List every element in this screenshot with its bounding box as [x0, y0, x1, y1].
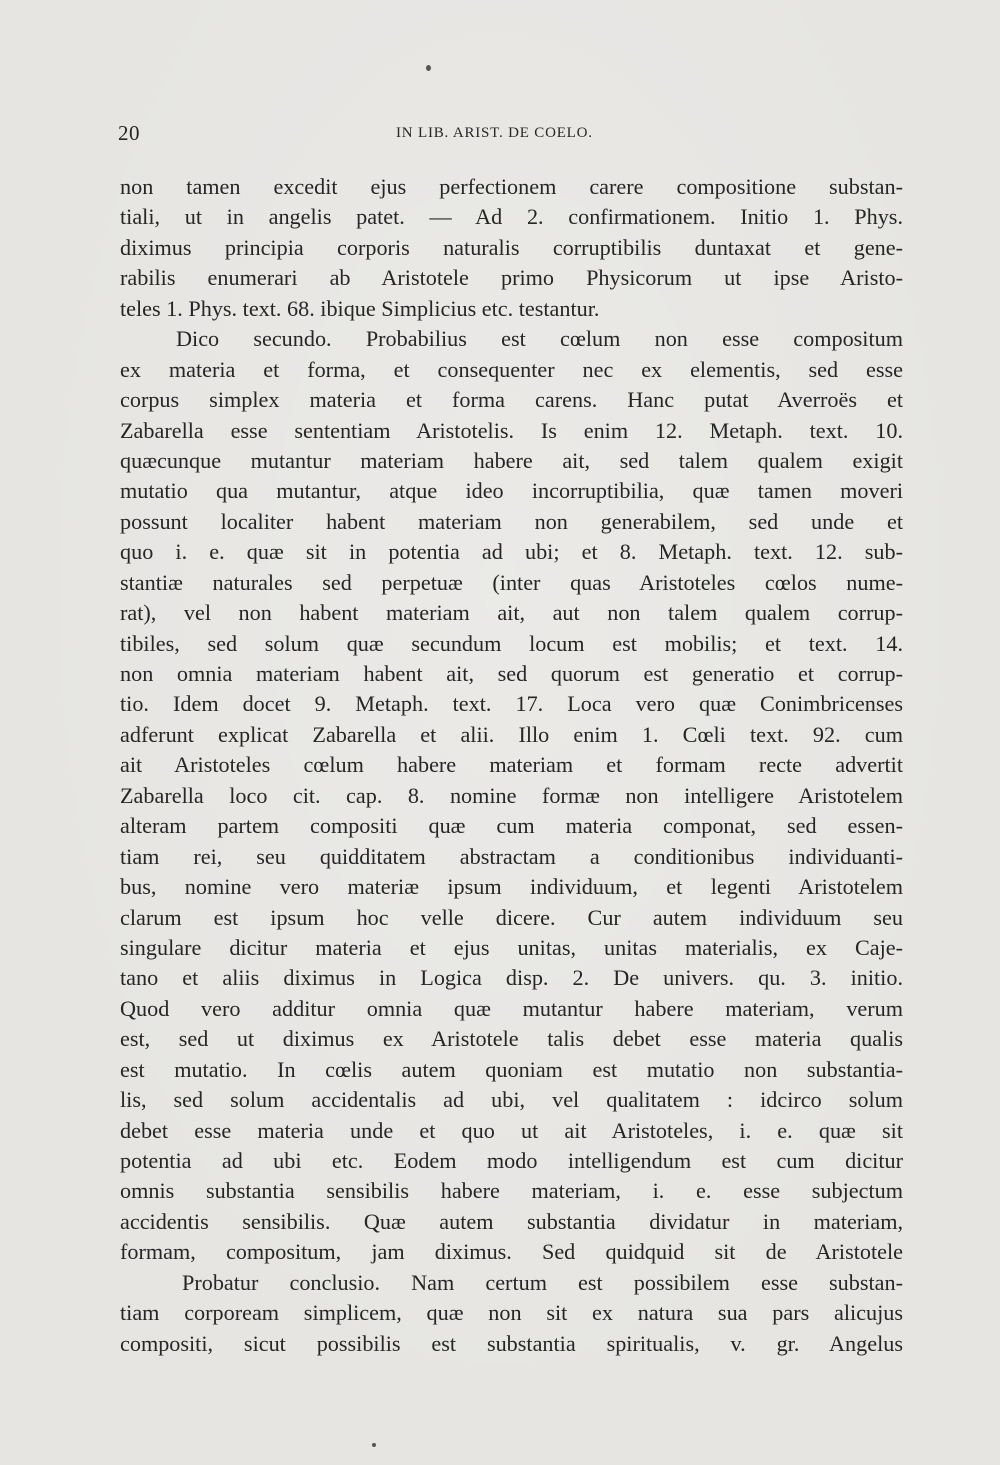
text-line: tiali, ut in angelis patet. — Ad 2. confirmationem. Initio 1. Phys.	[120, 204, 903, 230]
text-line: accidentis sensibilis. Quæ autem substantia dividatur in materiam,	[120, 1208, 903, 1234]
text-line: Zabarella loco cit. cap. 8. nomine formæ non intelligere Aristotelem	[120, 782, 903, 808]
text-line: stantiæ naturales sed perpetuæ (inter quas Aristoteles cœlos nume-	[120, 569, 903, 595]
text-line: quæcunque mutantur materiam habere ait, sed talem qualem exigit	[120, 447, 903, 473]
text-line: teles 1. Phys. text. 68. ibique Simplicius etc. testantur.	[120, 295, 600, 321]
running-title: IN LIB. ARIST. DE COELO.	[396, 125, 593, 141]
text-line: Zabarella esse sententiam Aristotelis. Is enim 12. Metaph. text. 10.	[120, 417, 903, 443]
text-line: Quod vero additur omnia quæ mutantur habere materiam, verum	[120, 995, 903, 1021]
text-line: diximus principia corporis naturalis corruptibilis duntaxat et gene-	[120, 234, 903, 260]
page-number: 20	[118, 121, 140, 145]
text-line: non omnia materiam habent ait, sed quorum est generatio et corrup-	[120, 661, 903, 686]
text-line: corpus simplex materia et forma carens. Hanc putat Averroës et	[120, 387, 903, 413]
text-line: singulare dicitur materia et ejus unitas, unitas materialis, ex Caje-	[120, 934, 903, 960]
text-line: non tamen excedit ejus perfectionem carere compositione substan-	[120, 174, 903, 199]
paragraph-start: Dico secundo. Probabilius est cœlum non esse compositum	[176, 326, 903, 352]
text-line: mutatio qua mutantur, atque ideo incorruptibilia, quæ tamen moveri	[120, 478, 903, 504]
text-line: tiam rei, seu quidditatem abstractam a conditionibus individuanti-	[120, 843, 903, 869]
text-line: tio. Idem docet 9. Metaph. text. 17. Loca vero quæ Conimbricenses	[120, 691, 903, 717]
text-line: ait Aristoteles cœlum habere materiam et formam recte advertit	[120, 752, 903, 778]
text-line: alteram partem compositi quæ cum materia componat, sed essen-	[120, 813, 903, 839]
text-line: rat), vel non habent materiam ait, aut non talem qualem corrup-	[120, 600, 903, 626]
text-line: tano et aliis diximus in Logica disp. 2. De univers. qu. 3. initio.	[120, 965, 903, 991]
text-line: omnis substantia sensibilis habere materiam, i. e. esse subjectum	[120, 1178, 903, 1204]
paragraph-start: Probatur conclusio. Nam certum est possibilem esse substan-	[182, 1269, 903, 1295]
text-line: bus, nomine vero materiæ ipsum individuum, et legenti Aristotelem	[120, 874, 903, 900]
text-line: adferunt explicat Zabarella et alii. Illo enim 1. Cœli text. 92. cum	[120, 721, 903, 747]
text-line: tibiles, sed solum quæ secundum locum est mobilis; et text. 14.	[120, 630, 903, 656]
text-line: compositi, sicut possibilis est substantia spiritualis, v. gr. Angelus	[120, 1330, 903, 1356]
text-line: rabilis enumerari ab Aristotele primo Physicorum ut ipse Aristo-	[120, 265, 903, 291]
text-line: est, sed ut diximus ex Aristotele talis debet esse materia qualis	[120, 1026, 903, 1052]
text-line: lis, sed solum accidentalis ad ubi, vel qualitatem : idcirco solum	[120, 1087, 903, 1113]
text-line: clarum est ipsum hoc velle dicere. Cur autem individuum seu	[120, 904, 903, 930]
page-header	[118, 121, 903, 147]
text-line: est mutatio. In cœlis autem quoniam est mutatio non substantia-	[120, 1056, 903, 1082]
text-line: debet esse materia unde et quo ut ait Aristoteles, i. e. quæ sit	[120, 1117, 903, 1143]
text-line: tiam corpoream simplicem, quæ non sit ex natura sua pars alicujus	[120, 1300, 903, 1326]
text-line: quo i. e. quæ sit in potentia ad ubi; et 8. Metaph. text. 12. sub-	[120, 539, 903, 565]
text-line: ex materia et forma, et consequenter nec ex elementis, sed esse	[120, 356, 903, 382]
text-line: potentia ad ubi etc. Eodem modo intelligendum est cum dicitur	[120, 1148, 903, 1173]
text-line: formam, compositum, jam diximus. Sed quidquid sit de Aristotele	[120, 1239, 903, 1265]
body-text	[120, 172, 903, 1359]
ink-fleck	[372, 1443, 376, 1447]
text-line: possunt localiter habent materiam non generabilem, sed unde et	[120, 508, 903, 534]
ink-fleck	[426, 65, 431, 71]
